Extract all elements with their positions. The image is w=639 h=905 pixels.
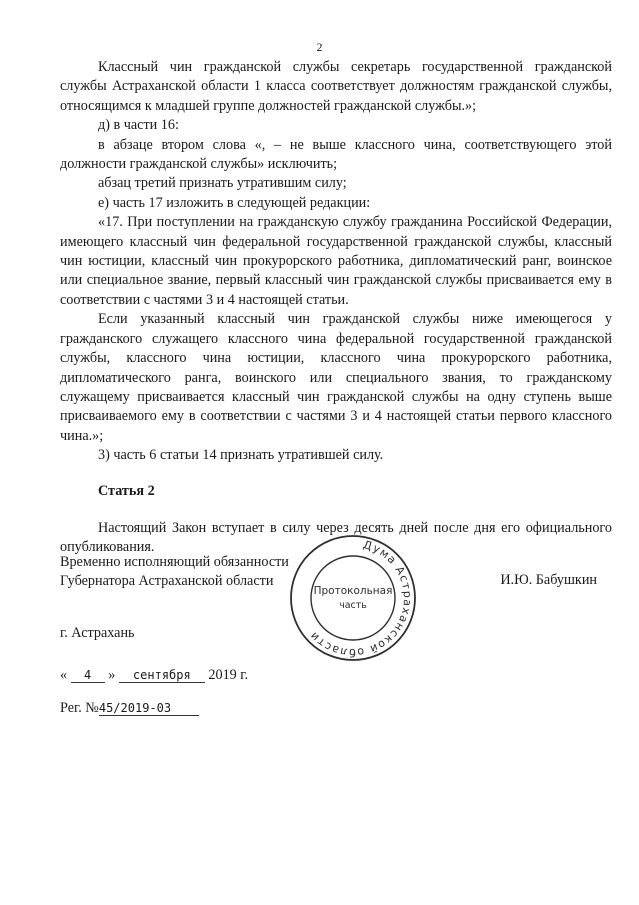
- signature-title-line: Временно исполняющий обязанности: [60, 554, 289, 570]
- document-body: [60, 58, 612, 558]
- paragraph: абзац третий признать утратившим силу;: [98, 175, 347, 192]
- registration-label: Рег. №: [60, 700, 99, 716]
- stamp-ring-text: Дума Астраханской области: [306, 538, 415, 660]
- paragraph: д) в части 16:: [98, 117, 179, 134]
- registration-number: 45/2019-03: [99, 701, 199, 716]
- official-stamp: [289, 534, 417, 662]
- date-day: 4: [71, 668, 105, 683]
- article-text: Настоящий Закон вступает в силу через десять дней после дня его официального опубликования.: [60, 519, 612, 556]
- date-quote: «: [60, 667, 68, 683]
- signature-title: [60, 553, 289, 592]
- page-number: 2: [316, 40, 323, 54]
- date-year: 2019 г.: [208, 667, 249, 683]
- date-quote: »: [108, 667, 116, 683]
- signature-title-line: Губернатора Астраханской области: [60, 573, 274, 590]
- paragraph: Если указанный классный чин гражданской службы ниже имеющегося у гражданского служащего классного чина федеральной государственной гражданской службы, классного чина юстиции, классного чина прокурорского работника, дипломатического ранга, воинского или специального звания, то гражданскому служащему присваивается классный чин гражданской службы на одну ступень выше присваиваемого ему в соответствии с частями 3 и 4 настоящей статьи первого классного чина.»;: [60, 311, 612, 444]
- article-heading: Статья 2: [98, 482, 155, 499]
- date-month: сентября: [119, 668, 205, 683]
- paragraph: 3) часть 6 статьи 14 признать утратившей силу.: [98, 447, 384, 464]
- registration: [60, 700, 199, 717]
- stamp-outer-ring: [291, 536, 415, 660]
- paragraph: в абзаце втором слова «, – не выше классного чина, соответствующего этой должности гражданской службы» исключить;: [60, 136, 612, 173]
- paragraph: е) часть 17 изложить в следующей редакции:: [98, 194, 371, 211]
- paragraph: «17. При поступлении на гражданскую службу гражданина Российской Федерации, имеющего классный чин федеральной государственной гражданской службы, классный чин юстиции, классный чин прокурорского работника, дипломатический ранг, воинское или специальное звание, первый классный чин гражданской службы присваивается ему в соответствии с частями 3 и 4 настоящей статьи.: [60, 214, 612, 308]
- signatory-name: И.Ю. Бабушкин: [500, 572, 597, 588]
- stamp-center-text: Протокольная: [313, 585, 393, 597]
- paragraph: Классный чин гражданской службы секретарь государственной гражданской службы Астраханской области 1 класса соответствует должностям гражданской службы, относящимся к младшей группе должностей гражданской службы.»;: [60, 59, 612, 114]
- city: г. Астрахань: [60, 625, 135, 641]
- document-date: [60, 667, 248, 684]
- stamp-center-text: часть: [339, 600, 367, 611]
- stamp-inner-ring: [311, 556, 395, 640]
